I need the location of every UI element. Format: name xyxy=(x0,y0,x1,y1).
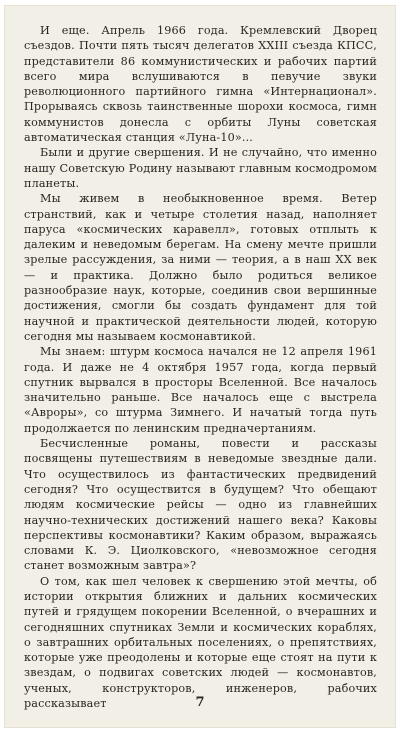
paragraph-6: О том, как шел человек к свершению этой мечты, об истории открытия ближних и дальних космических путей и грядущем покорении Вселенной, о вчерашних и сегодняшних спутниках Земли и космических кораблях, о завтрашних орбитальных поселениях, о препятствиях, которые уже преодолены и которые еще стоят на пути к звездам, о подвигах советских людей — космонавтов, ученых, конструкторов, инженеров, рабочих рассказывает xyxy=(24,574,377,711)
page-number: 7 xyxy=(195,695,205,710)
paragraph-5: Бесчисленные романы, повести и рассказы посвящены путешествиям в неведомые звездные дали. Что осуществилось из фантастических предвидений сегодня? Что осуществится в будущем? Что обещают людям космические рейсы — одно из главнейших научно-технических достижений нашего века? Каковы перспективы космонавтики? Каким образом, выражаясь словами К. Э. Циолковского, «невозможное сегодня станет возможным завтра»? xyxy=(24,437,377,573)
paragraph-2: Были и другие свершения. И не случайно, что именно нашу Советскую Родину называют главным космодромом планеты. xyxy=(24,146,377,190)
book-page xyxy=(4,5,396,728)
body-text xyxy=(24,23,377,711)
paragraph-4: Мы знаем: штурм космоса начался не 12 апреля 1961 года. И даже не 4 октября 1957 года, когда первый спутник вырвался в просторы Вселенной. Все началось значительно раньше. Все началось еще с выстрела «Авроры», со штурма Зимнего. И начатый тогда путь продолжается по ленинским предначертаниям. xyxy=(24,345,377,435)
paragraph-1: И еще. Апрель 1966 года. Кремлевский Дворец съездов. Почти пять тысяч делегатов XXIII съезда КПСС, представители 86 коммунистических и рабочих партий всего мира вслушиваются в певучие звуки революционного партийного гимна «Интернационал». Прорываясь сквозь таинственные шорохи космоса, гимн коммунистов донесла с орбиты Луны советская автоматическая станция «Луна-10»... xyxy=(24,24,377,145)
paragraph-3: Мы живем в необыкновенное время. Ветер странствий, как и четыре столетия назад, наполняет паруса «космических каравелл», готовых отплыть к далеким и неведомым берегам. На смену мечте пришли зрелые рассуждения, за ними — теория, а в наш XX век — и практика. Должно было родиться великое разнообразие наук, которые, соединив свои вершинные достижения, смогли бы создать фундамент для той научной и практической деятельности людей, которую сегодня мы называем космонавтикой. xyxy=(24,192,377,343)
